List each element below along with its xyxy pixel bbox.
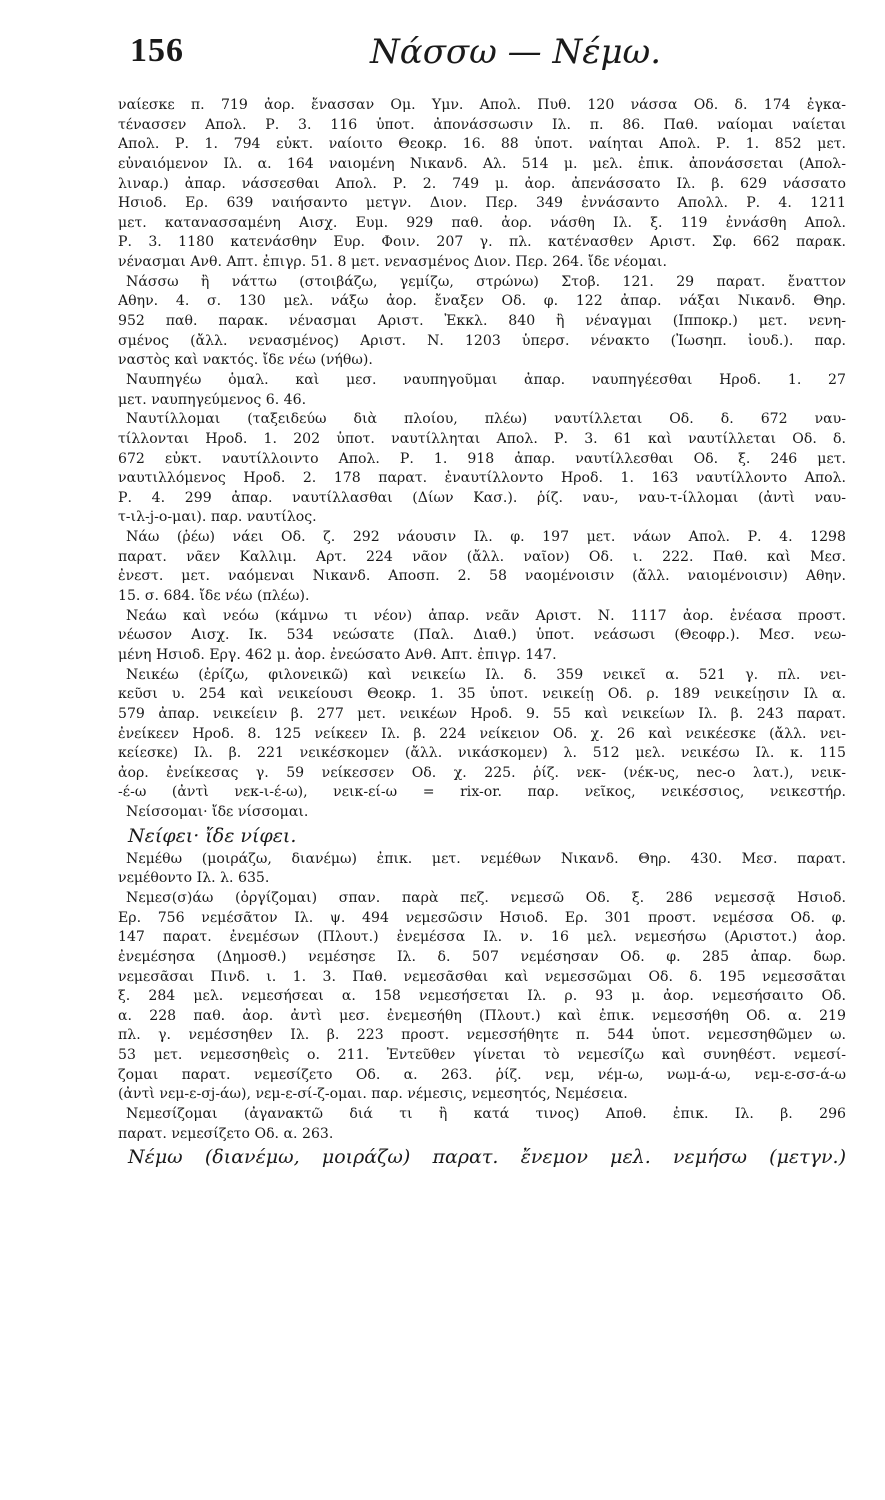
- text-line: 147 παρατ. ἐνεμέσων (Πλουτ.) ἐνεμέσσα Ιλ. ν. 16 μελ. νεμεσήσω (Αριστοτ.) ἀορ.: [118, 929, 846, 946]
- text-line: α. 228 παθ. ἀορ. ἀντὶ μεσ. ἐνεμεσήθη (Πλουτ.) καὶ ἐπικ. νεμεσσήθη Οδ. α. 219: [118, 1007, 846, 1024]
- text-line: παρατ. νᾶεν Καλλιμ. Αρτ. 224 νᾶον (ἄλλ. ναῖον) Οδ. ι. 222. Παθ. καὶ Μεσ.: [118, 548, 846, 565]
- text-line: κείεσκε) Ιλ. β. 221 νεικέσκομεν (ἄλλ. νικάσκομεν) λ. 512 μελ. νεικέσω Ιλ. κ. 115: [118, 745, 846, 762]
- text-line: ἐνεστ. μετ. ναόμεναι Νικανδ. Αποσπ. 2. 58 ναομένοισιν (ἄλλ. ναιομένοισιν) Αθην.: [118, 568, 846, 585]
- entry-headword-line: Νεάω καὶ νεόω (κάμνω τι νέον) ἀπαρ. νεᾶν Αριστ. Ν. 1117 ἀορ. ἐνέασα προστ.: [126, 607, 846, 624]
- text-line: 672 εὐκτ. ναυτίλλοιντο Απολ. Ρ. 1. 918 ἀπαρ. ναυτίλλεσθαι Οδ. ξ. 246 μετ.: [118, 450, 846, 467]
- text-line: εὐναιόμενον Ιλ. α. 164 ναιομένη Νικανδ. Αλ. 514 μ. μελ. ἐπικ. ἀπονάσσεται (Απολ-: [118, 155, 846, 172]
- text-line: Ερ. 756 νεμέσᾶτον Ιλ. ψ. 494 νεμεσῶσιν Ησιοδ. Ερ. 301 προστ. νεμέσσα Οδ. φ.: [118, 909, 846, 926]
- text-line: παρατ. νεμεσίζετο Οδ. α. 263.: [118, 1125, 334, 1142]
- text-line: ἀορ. ἐνείκεσας γ. 59 νείκεσσεν Οδ. χ. 225. ῥίζ. νεκ- (νέκ-υς, nec-o λατ.), νεικ-: [118, 764, 846, 781]
- entry-headword-line: Νεμέθω (μοιράζω, διανέμω) ἐπικ. μετ. νεμέθων Νικανδ. Θηρ. 430. Μεσ. παρατ.: [126, 850, 846, 867]
- text-line: 952 παθ. παρακ. νένασμαι Αριστ. Ἐκκλ. 840 ἢ νέναγμαι (Ιπποκρ.) μετ. νενη-: [118, 313, 846, 330]
- entry-headword-line: Νείσσομαι· ἴδε νίσσομαι.: [126, 804, 309, 821]
- entry-headword-large: Νείφει· ἴδε νίφει.: [128, 824, 297, 847]
- entry-headword-large: Νέμω (διανέμω, μοιράζω) παρατ. ἔνεμον μελ. νεμήσω (μετγν.): [128, 1146, 846, 1169]
- text-line: ναστὸς καὶ νακτός. ἴδε νέω (νήθω).: [118, 352, 373, 369]
- running-head: Νάσσω — Νέμω.: [370, 32, 662, 72]
- text-line: ἐνεμέσησα (Δημοσθ.) νεμέσησε Ιλ. δ. 507 νεμέσησαν Οδ. φ. 285 ἀπαρ. δωρ.: [118, 948, 846, 965]
- text-line: ναίεσκε π. 719 ἀορ. ἔνασσαν Ομ. Υμν. Απολ. Πυθ. 120 νάσσα Οδ. δ. 174 ἐγκα-: [118, 97, 846, 113]
- entry-headword-line: Νάσσω ἢ νάττω (στοιβάζω, γεμίζω, στρώνω) Στοβ. 121. 29 παρατ. ἔναττον: [126, 273, 846, 290]
- text-line: τένασσεν Απολ. Ρ. 3. 116 ὑποτ. ἀπονάσσωσιν Ιλ. π. 86. Παθ. ναίομαι ναίεται: [118, 116, 846, 133]
- text-line: νέωσον Αισχ. Ικ. 534 νεώσατε (Παλ. Διαθ.) ὑποτ. νεάσωσι (Θεοφρ.). Μεσ. νεω-: [118, 627, 846, 644]
- text-line: Ησιοδ. Ερ. 639 ναιήσαντο μετγν. Διον. Περ. 349 ἐννάσαντο Απολλ. Ρ. 4. 1211: [118, 195, 846, 212]
- dictionary-text: [118, 96, 846, 1171]
- text-line: 15. σ. 684. ἴδε νέω (πλέω).: [118, 588, 310, 605]
- entry-headword-line: Νεικέω (ἐρίζω, φιλονεικῶ) καὶ νεικείω Ιλ. δ. 359 νεικεῖ α. 521 γ. πλ. νει-: [126, 666, 846, 683]
- text-line: νεμεσᾶσαι Πινδ. ι. 1. 3. Παθ. νεμεσᾶσθαι καὶ νεμεσσῶμαι Οδ. δ. 195 νεμεσσᾶται: [118, 968, 846, 985]
- text-line: νεμέθοντο Ιλ. λ. 635.: [118, 870, 270, 887]
- text-line: τ-ιλ-j-ο-μαι). παρ. ναυτίλος.: [118, 509, 317, 526]
- text-line: 53 μετ. νεμεσσηθεὶς ο. 211. Ἐντεῦθεν γίνεται τὸ νεμεσίζω καὶ συνηθέστ. νεμεσί-: [118, 1047, 846, 1064]
- text-line: 579 ἀπαρ. νεικείειν β. 277 μετ. νεικέων Ηροδ. 9. 55 καὶ νεικείων Ιλ. β. 243 παρατ.: [118, 705, 846, 722]
- entry-headword-line: Ναυπηγέω ὁμαλ. καὶ μεσ. ναυπηγοῦμαι ἀπαρ. ναυπηγέεσθαι Ηροδ. 1. 27: [126, 371, 846, 388]
- entry-headword-line: Νεμεσ(σ)άω (ὀργίζομαι) σπαν. παρὰ πεζ. νεμεσῶ Οδ. ξ. 286 νεμεσσᾷ Ησιοδ.: [126, 889, 846, 906]
- text-line: Ρ. 4. 299 ἀπαρ. ναυτίλλασθαι (Δίων Κασ.). ῥίζ. ναυ-, ναυ-τ-ίλλομαι (ἀντὶ ναυ-: [118, 489, 846, 506]
- entry-headword-line: Νεμεσίζομαι (ἀγανακτῶ διά τι ἢ κατά τινος) Αποθ. ἐπικ. Ιλ. β. 296: [126, 1106, 846, 1123]
- page-header: [130, 28, 830, 98]
- text-line: (ἀντὶ νεμ-ε-σj-άω), νεμ-ε-σί-ζ-ομαι. παρ. νέμεσις, νεμεσητός, Νεμέσεια.: [118, 1086, 628, 1103]
- text-line: σμένος (ἄλλ. νενασμένος) Αριστ. Ν. 1203 ὑπερσ. νένακτο (Ἰωσηπ. ἰουδ.). παρ.: [118, 332, 846, 349]
- text-line: Απολ. Ρ. 1. 794 εὐκτ. ναίοιτο Θεοκρ. 16. 88 ὑποτ. ναίηται Απολ. Ρ. 1. 852 μετ.: [118, 136, 846, 153]
- text-line: νένασμαι Ανθ. Απτ. ἐπιγρ. 51. 8 μετ. νενασμένος Διον. Περ. 264. ἴδε νέομαι.: [118, 254, 667, 271]
- text-line: Αθην. 4. σ. 130 μελ. νάξω ἀορ. ἔναξεν Οδ. φ. 122 ἀπαρ. νάξαι Νικανδ. Θηρ.: [118, 293, 846, 310]
- text-line: ξ. 284 μελ. νεμεσήσεαι α. 158 νεμεσήσεται Ιλ. ρ. 93 μ. ἀορ. νεμεσήσαιτο Οδ.: [118, 988, 846, 1005]
- entry-headword-line: Νάω (ῥέω) νάει Οδ. ζ. 292 νάουσιν Ιλ. φ. 197 μετ. νάων Απολ. Ρ. 4. 1298: [126, 529, 846, 546]
- text-line: πλ. γ. νεμέσσηθεν Ιλ. β. 223 προστ. νεμεσσήθητε π. 544 ὑποτ. νεμεσσηθῶμεν ω.: [118, 1027, 846, 1044]
- text-line: μετ. ναυπηγεύμενος 6. 46.: [118, 391, 307, 408]
- text-line: ζομαι παρατ. νεμεσίζετο Οδ. α. 263. ῥίζ. νεμ, νέμ-ω, νωμ-ά-ω, νεμ-ε-σσ-ά-ω: [118, 1066, 846, 1083]
- text-line: μένη Ησιοδ. Εργ. 462 μ. ἀορ. ἐνεώσατο Ανθ. Απτ. ἐπιγρ. 147.: [118, 646, 557, 663]
- text-line: τίλλονται Ηροδ. 1. 202 ὑποτ. ναυτίλληται Απολ. Ρ. 3. 61 καὶ ναυτίλλεται Οδ. δ.: [118, 430, 846, 447]
- text-line: ναυτιλλόμενος Ηροδ. 2. 178 παρατ. ἐναυτίλλοντο Ηροδ. 1. 163 ναυτίλλοντο Απολ.: [118, 470, 846, 487]
- text-line: λιναρ.) ἀπαρ. νάσσεσθαι Απολ. Ρ. 2. 749 μ. ἀορ. ἀπενάσσατο Ιλ. β. 629 νάσσατο: [118, 175, 846, 192]
- page-number: 156: [130, 32, 184, 69]
- text-line: ἐνείκεεν Ηροδ. 8. 125 νείκεεν Ιλ. β. 224 νείκειον Οδ. χ. 26 καὶ νεικέεσκε (ἄλλ. νει-: [118, 725, 846, 742]
- text-line: μετ. κατανασσαμένη Αισχ. Ευμ. 929 παθ. ἀορ. νάσθη Ιλ. ξ. 119 ἐννάσθη Απολ.: [118, 214, 846, 231]
- text-line: κεῦσι υ. 254 καὶ νεικείουσι Θεοκρ. 1. 35 ὑποτ. νεικείῃ Οδ. ρ. 189 νεικείῃσιν Ιλ α.: [118, 686, 846, 703]
- text-line: -έ-ω (ἀντὶ νεκ-ι-έ-ω), νεικ-εί-ω = rix-or. παρ. νεῖκος, νεικέσσιος, νεικεστήρ.: [118, 784, 846, 801]
- entry-headword-line: Ναυτίλλομαι (ταξειδεύω διὰ πλοίου, πλέω) ναυτίλλεται Οδ. δ. 672 ναυ-: [126, 411, 846, 428]
- text-line: Ρ. 3. 1180 κατενάσθην Ευρ. Φοιν. 207 γ. πλ. κατένασθεν Αριστ. Σφ. 662 παρακ.: [118, 234, 846, 251]
